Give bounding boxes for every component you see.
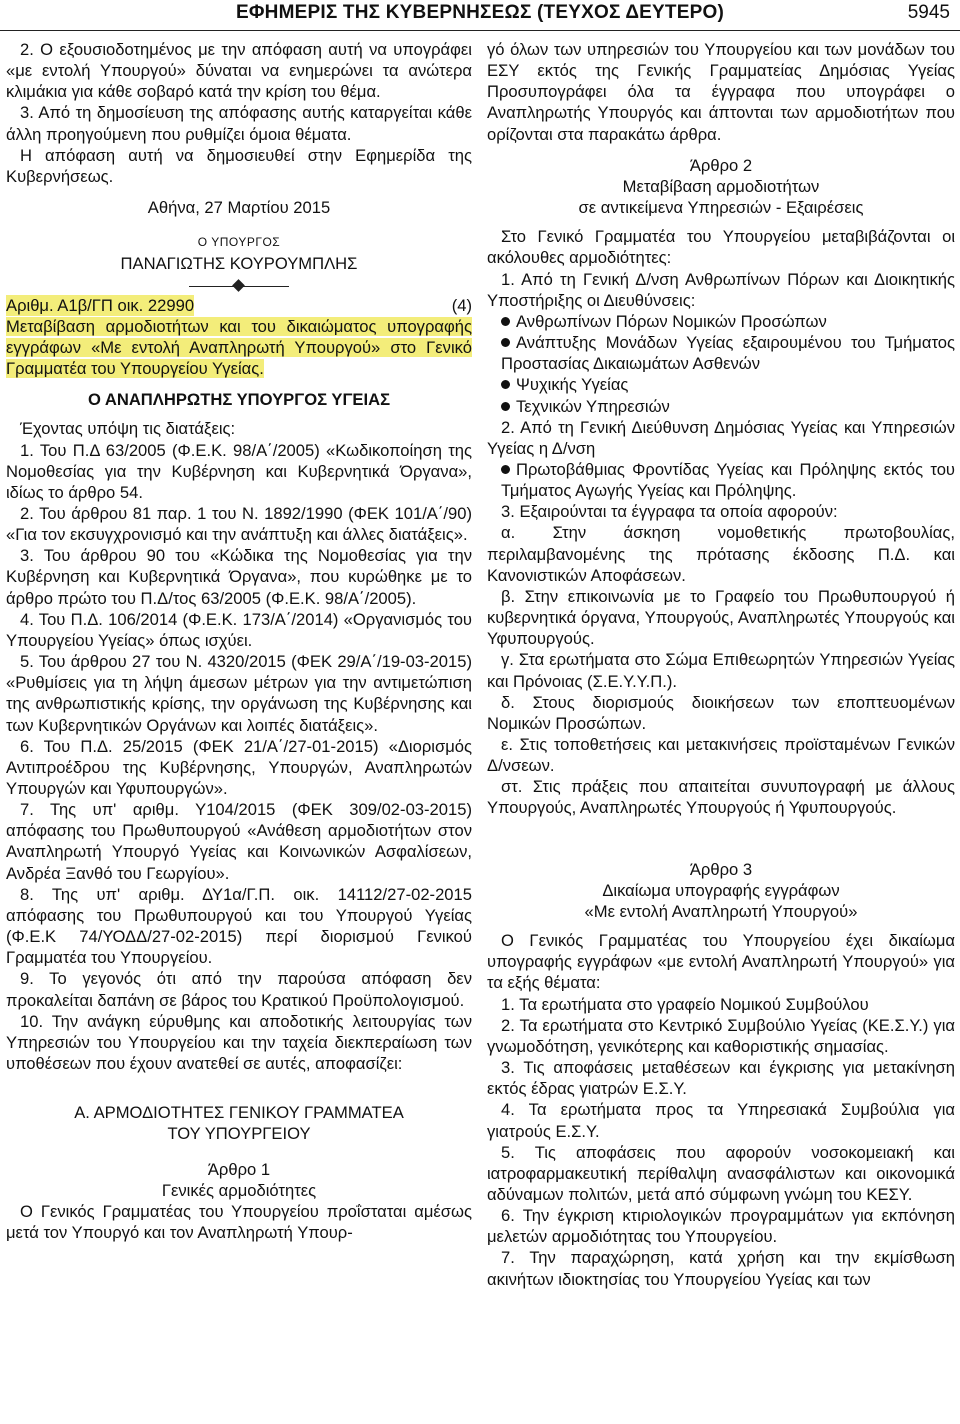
having-regard: Έχοντας υπόψη τις διατάξεις:: [20, 419, 236, 439]
article-1-subtitle: Γενικές αρμοδιότητες: [161, 1180, 317, 1200]
exception-item: β. Στην επικοινωνία με το Γραφείο του Πρωθυπουργού ή κυβερνητικά όργανα, Υπουργούς, Αναπληρωτές Υπουργούς και Υφυπουργούς.: [487, 586, 955, 649]
legal-basis-item: 10. Την ανάγκη εύρυθμης και αποδοτικής λειτουργίας των Υπηρεσιών του Υπουργείου και την ταχεία διεκπεραίωση των υποθέσεων που έχουν ανατεθεί σε αυτές, αποφασίζει:: [6, 1011, 472, 1074]
article-1-continuation: γό όλων των υπηρεσιών του Υπουργείου και των μονάδων του ΕΣΥ εκτός της Γενικής Γραμματείας Δημόσιας Υγείας Προσυπογράφει όλα τα έγγραφα που υπογράφει ο Αναπληρωτής Υπουργός και άπτονται των αρμοδιοτήτων που ορίζονται στα παρακάτω άρθρα.: [487, 40, 955, 144]
article-2-item: 3. Εξαιρούνται τα έγγραφα τα οποία αφορούν:: [501, 502, 838, 522]
article-3-item: 1. Τα ερωτήματα στο γραφείο Νομικού Συμβούλου: [501, 994, 869, 1014]
section-a-heading: Α. ΑΡΜΟΔΙΟΤΗΤΕΣ ΓΕΝΙΚΟΥ ΓΡΑΜΜΑΤΕΑ: [74, 1103, 404, 1123]
exception-item: ε. Στις τοποθετήσεις και μετακινήσεις προϊσταμένων Γενικών Δ/νσεων.: [487, 735, 955, 776]
page-number: 5945: [907, 2, 950, 23]
bullet-icon: [501, 317, 510, 326]
decision-index: (4): [451, 295, 472, 315]
decision-subject: Μεταβίβαση αρμοδιοτήτων και του δικαιώματος υπογραφής εγγράφων «Με εντολή Αναπληρωτή Υπουργού» στο Γενικό Γραμματέα του Υπουργείου Υγείας.: [6, 316, 472, 379]
article-2-title: Άρθρο 2: [689, 155, 753, 175]
place-date: Αθήνα, 27 Μαρτίου 2015: [147, 198, 331, 218]
article-2-subtitle: Μεταβίβαση αρμοδιοτήτων: [622, 176, 820, 196]
article-2-item: 2. Από τη Γενική Διεύθυνση Δημόσιας Υγείας και Υπηρεσιών Υγείας η Δ/νση: [487, 417, 955, 458]
article-2-intro: Στο Γενικό Γραμματέα του Υπουργείου μεταβιβάζονται οι ακόλουθες αρμοδιότητες:: [487, 227, 955, 268]
decision-number: Αριθμ. Α1β/ΓΠ οικ. 22990: [6, 295, 195, 315]
article-3-item: 7. Την παραχώρηση, κατά χρήση και την εκμίσθωση ακινήτων ιδιοκτησίας του Υπουργείου Υγείας και των: [487, 1248, 955, 1289]
separator-ornament: [189, 279, 289, 293]
right-column: [487, 39, 955, 1290]
article-3-item: 2. Τα ερωτήματα στο Κεντρικό Συμβούλιο Υγείας (ΚΕ.Σ.Υ.) για γνωμοδότηση, γενικότερης και καθοριστικής σημασίας.: [487, 1015, 955, 1056]
article-1-title: Άρθρο 1: [207, 1159, 271, 1179]
signer-title: Ο ΥΠΟΥΡΓΟΣ: [197, 235, 281, 250]
gazette-title: ΕΦΗΜΕΡΙΣ ΤΗΣ ΚΥΒΕΡΝΗΣΕΩΣ (ΤΕΥΧΟΣ ΔΕΥΤΕΡΟ): [236, 2, 724, 23]
article-3-item: 5. Τις αποφάσεις που αφορούν νοσοκομειακή και ιατροφαρμακευτική περίθαλψη ανασφάλιστων και οικονομικά αδύναμων πολιτών, μετά από σύμφωνη γνώμη του ΚΕΣΥ.: [487, 1142, 955, 1204]
exception-item: γ. Στα ερωτήματα στο Σώμα Επιθεωρητών Υπηρεσιών Υγείας και Πρόνοιας (Σ.Ε.Υ.Υ.Π.).: [487, 650, 955, 691]
article-3-intro: Ο Γενικός Γραμματέας του Υπουργείου έχει δικαίωμα υπογραφής εγγράφων «με εντολή Αναπληρωτή Υπουργού» για τα εξής θέματα:: [487, 931, 955, 993]
paragraph-publication: Η απόφαση αυτή να δημοσιευθεί στην Εφημερίδα της Κυβερνήσεως.: [6, 145, 472, 186]
legal-basis-item: 5. Του άρθρου 27 του Ν. 4320/2015 (ΦΕΚ 29/Α΄/19-03-2015) «Ρυθμίσεις για τη λήψη άμεσων μέτρων για την αντιμετώπιση της ανθρωπιστικής κρίσης, την οργάνωση της Κυβέρνησης και των Κυβερνητικών Οργάνων και λοιπές διατάξεις».: [6, 652, 472, 735]
bullet-icon: [501, 338, 510, 347]
paragraph-repeal: 3. Από τη δημοσίευση της απόφασης αυτής καταργείται κάθε άλλη προηγούμενη που ρυθμίζει όμοια θέματα.: [6, 103, 472, 144]
section-a-heading-line2: ΤΟΥ ΥΠΟΥΡΓΕΙΟΥ: [167, 1124, 311, 1144]
article-2-subtitle-line2: σε αντικείμενα Υπηρεσιών - Εξαιρέσεις: [578, 198, 864, 218]
paragraph-authorization: 2. Ο εξουσιοδοτημένος με την απόφαση αυτή να υπογράφει «με εντολή Υπουργού» δύναται να ενημερώνει τα ανώτερα κλιμάκια για κάθε σοβαρό κατά την κρίση του θέμα.: [6, 40, 472, 102]
issuing-authority: Ο ΑΝΑΠΛΗΡΩΤΗΣ ΥΠΟΥΡΓΟΣ ΥΓΕΙΑΣ: [87, 390, 391, 410]
bullet-icon: [501, 465, 510, 474]
legal-basis-item: 4. Του Π.Δ. 106/2014 (Φ.Ε.Κ. 173/Α΄/2014) «Οργανισμός του Υπουργείου Υγείας» όπως ισχύει.: [6, 609, 472, 650]
bullet-item: Ανθρωπίνων Πόρων Νομικών Προσώπων: [487, 311, 955, 332]
legal-basis-item: 2. Του άρθρου 81 παρ. 1 του Ν. 1892/1990 (ΦΕΚ 101/Α΄/90) «Για τον εκσυγχρονισμό και την ανάπτυξη και άλλες διατάξεις».: [6, 503, 472, 545]
bullet-item: Πρωτοβάθμιας Φροντίδας Υγείας και Πρόληψης εκτός του Τμήματος Αγωγής Υγείας και Πρόληψης.: [501, 459, 955, 501]
bullet-icon: [501, 402, 510, 411]
article-3-item: 4. Τα ερωτήματα προς τα Υπηρεσιακά Συμβούλια για γιατρούς Ε.Σ.Υ.: [487, 1100, 955, 1141]
legal-basis-item: 6. Του Π.Δ. 25/2015 (ΦΕΚ 21/Α΄/27-01-2015) «Διορισμός Αντιπροέδρου της Κυβέρνησης, Υπουργών, Αναπληρωτών Υπουργών και Υφυπουργών».: [6, 736, 472, 798]
exception-item: α. Στην άσκηση νομοθετικής πρωτοβουλίας, περιλαμβανομένης της πρότασης έκδοσης Π.Δ. και Κανονιστικών Αποφάσεων.: [487, 523, 955, 585]
article-3-item: 3. Τις αποφάσεις μεταθέσεων και έγκρισης για μετακίνηση εκτός έδρας γιατρών Ε.Σ.Υ.: [487, 1058, 955, 1099]
decision-heading: [6, 295, 472, 316]
exception-item: στ. Στις πράξεις που απαιτείται συνυπογραφή με άλλους Υπουργούς, Αναπληρωτές Υπουργούς ή Υφυπουργούς.: [487, 777, 955, 818]
article-1-text: Ο Γενικός Γραμματέας του Υπουργείου προΐσταται αμέσως μετά τον Υπουργό και τον Αναπληρωτή Υπουρ-: [6, 1201, 472, 1242]
legal-basis-item: 7. Της υπ' αριθμ. Υ104/2015 (ΦΕΚ 309/02-03-2015) απόφασης του Πρωθυπουργού «Ανάθεση αρμοδιοτήτων στον Αναπληρωτή Υπουργό Υγείας και Κοινωνικών Ασφαλίσεων, Ανδρέα Ξανθό του Γεωργίου».: [6, 800, 472, 883]
article-3-subtitle: Δικαίωμα υπογραφής εγγράφων: [602, 880, 840, 900]
legal-basis-item: 9. Το γεγονός ότι από την παρούσα απόφαση δεν προκαλείται δαπάνη σε βάρος του Κρατικού Προϋπολογισμού.: [6, 969, 472, 1010]
signer-name: ΠΑΝΑΓΙΩΤΗΣ ΚΟΥΡΟΥΜΠΛΗΣ: [120, 254, 358, 274]
page-header: [0, 0, 960, 31]
bullet-item: Ψυχικής Υγείας: [487, 374, 955, 395]
bullet-icon: [501, 380, 510, 389]
exception-item: δ. Στους διορισμούς διοικήσεων των εποπτευομένων Νομικών Προσώπων.: [487, 692, 955, 733]
bullet-item: Τεχνικών Υπηρεσιών: [487, 396, 955, 417]
left-column: [6, 39, 472, 1243]
article-3-title: Άρθρο 3: [689, 859, 753, 879]
article-3-item: 6. Την έγκριση κτιριολογικών προγραμμάτων για εκπόνηση μελετών αρμοδιότητας του Υπουργείου.: [487, 1206, 955, 1247]
legal-basis-item: 3. Του άρθρου 90 του «Κώδικα της Νομοθεσίας για την Κυβέρνηση και Κυβερνητικά Όργανα», που κυρώθηκε με το άρθρο πρώτο του Π.Δ/τος 63/2005 (Φ.Ε.Κ. 98/Α΄/2005).: [6, 546, 472, 608]
article-3-subtitle-line2: «Με εντολή Αναπληρωτή Υπουργού»: [584, 901, 858, 921]
article-2-item: 1. Από τη Γενική Δ/νση Ανθρωπίνων Πόρων και Διοικητικής Υποστήριξης οι Διευθύνσεις:: [487, 269, 955, 310]
legal-basis-item: 1. Του Π.Δ 63/2005 (Φ.Ε.Κ. 98/Α΄/2005) «Κωδικοποίηση της Νομοθεσίας για την Κυβέρνηση και Κυβερνητικά Όργανα», ιδίως το άρθρο 54.: [6, 440, 472, 502]
bullet-item: Ανάπτυξης Μονάδων Υγείας εξαιρουμένου του Τμήματος Προστασίας Δικαιωμάτων Ασθενών: [501, 333, 955, 374]
legal-basis-item: 8. Της υπ' αριθμ. ΔΥ1α/Γ.Π. οικ. 14112/27-02-2015 απόφασης του Πρωθυπουργού και του Υπουργού Υγείας (Φ.Ε.Κ 74/ΥΟΔΔ/27-02-2015) περί διορισμού Γενικού Γραμματέα του Υπουργείου.: [6, 884, 472, 968]
